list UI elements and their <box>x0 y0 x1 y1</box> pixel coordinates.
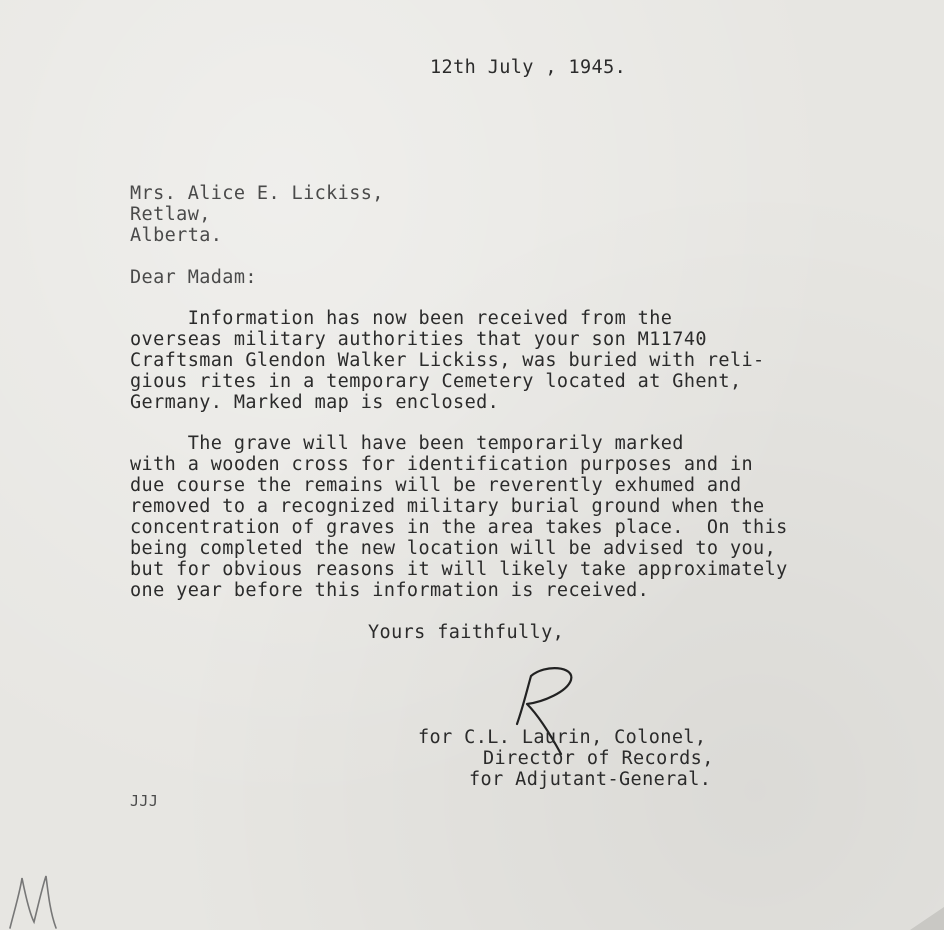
paragraph-1-line: gious rites in a temporary Cemetery located at Ghent, <box>130 371 742 392</box>
paragraph-2-line: one year before this information is received. <box>130 580 650 601</box>
signature-line-3: for Adjutant-General. <box>469 769 712 790</box>
salutation: Dear Madam: <box>130 267 257 288</box>
paragraph-2-line: being completed the new location will be advised to you, <box>130 538 777 559</box>
paragraph-1-line: Information has now been received from the <box>130 308 673 329</box>
closing: Yours faithfully, <box>368 622 565 643</box>
letter-date: 12th July , 1945. <box>430 57 627 78</box>
paragraph-2-line: concentration of graves in the area takes place. On this <box>130 517 788 538</box>
paragraph-2-line: due course the remains will be reverently exhumed and <box>130 475 742 496</box>
recipient-town: Retlaw, <box>130 204 211 225</box>
typist-initials: JJJ <box>130 792 159 810</box>
paragraph-2-line: with a wooden cross for identification purposes and in <box>130 454 754 475</box>
paragraph-2-line: removed to a recognized military burial ground when the <box>130 496 765 517</box>
paragraph-2-line: The grave will have been temporarily marked <box>130 433 684 454</box>
recipient-name: Mrs. Alice E. Lickiss, <box>130 183 384 204</box>
corner-smudge <box>880 905 944 930</box>
paragraph-1-line: Germany. Marked map is enclosed. <box>130 392 500 413</box>
paragraph-1-line: overseas military authorities that your son M11740 <box>130 329 707 350</box>
margin-pencil-mark <box>0 862 70 930</box>
paragraph-1-line: Craftsman Glendon Walker Lickiss, was buried with reli- <box>130 350 765 371</box>
signature-line-2: Director of Records, <box>483 748 714 769</box>
recipient-province: Alberta. <box>130 225 223 246</box>
paragraph-2-line: but for obvious reasons it will likely take approximately <box>130 559 788 580</box>
signature-line-1: for C.L. Laurin, Colonel, <box>418 727 707 748</box>
